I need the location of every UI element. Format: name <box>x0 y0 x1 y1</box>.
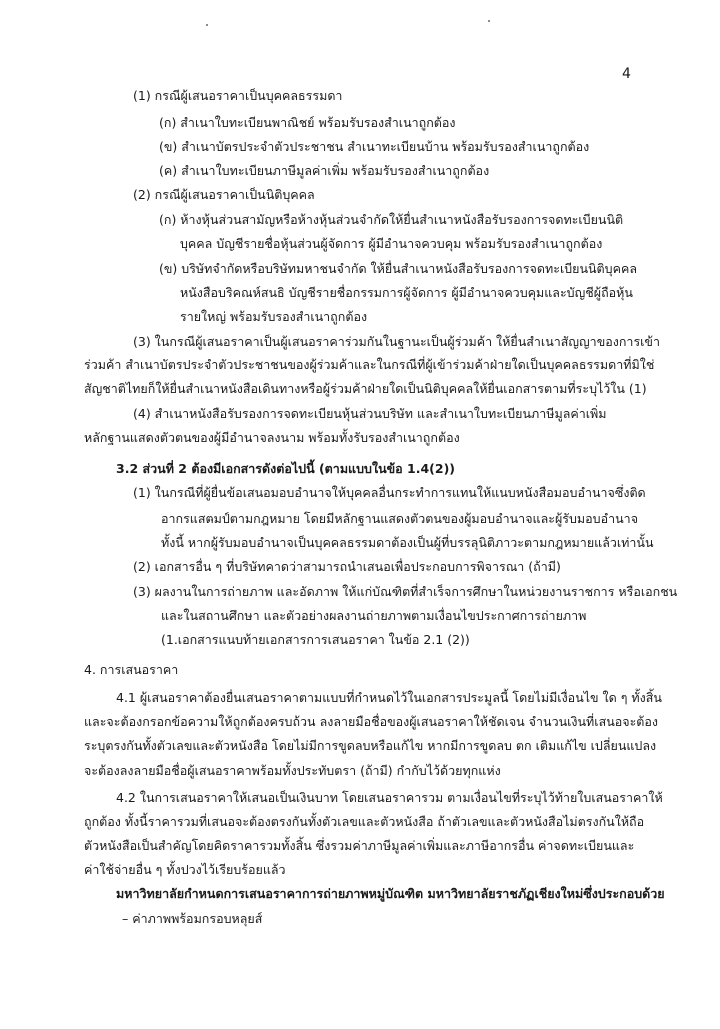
doc-line: (3) ในกรณีผู้เสนอราคาเป็นผู้เสนอราคาร่วมกันในฐานะเป็นผู้ร่วมค้า ให้ยื่นสำเนาสัญญาของการเข้า <box>133 334 660 349</box>
doc-line: ค่าใช้จ่ายอื่น ๆ ทั้งปวงไว้เรียบร้อยแล้ว <box>84 862 286 877</box>
doc-line: จะต้องลงลายมือชื่อผู้เสนอราคาพร้อมทั้งประทับตรา (ถ้ามี) กำกับไว้ด้วยทุกแห่ง <box>84 763 501 778</box>
doc-line: (2) เอกสารอื่น ๆ ที่บริษัทคาดว่าสามารถนำเสนอเพื่อประกอบการพิจารณา (ถ้ามี) <box>133 559 561 574</box>
doc-line: (ก) สำเนาใบทะเบียนพาณิชย์ พร้อมรับรองสำเนาถูกต้อง <box>159 115 456 130</box>
bullet-item: – ค่าภาพพร้อมกรอบหลุยส์ <box>122 911 263 926</box>
doc-line: ร่วมค้า สำเนาบัตรประจำตัวประชาชนของผู้ร่วมค้าและในกรณีที่ผู้เข้าร่วมค้าฝ่ายใดเป็นบุคคลธรรมดาที่มิใช่ <box>84 357 655 372</box>
doc-line: (4) สำเนาหนังสือรับรองการจดทะเบียนหุ้นส่วนบริษัท และสำเนาใบทะเบียนภาษีมูลค่าเพิ่ม <box>133 406 607 421</box>
doc-line: (ก) ห้างหุ้นส่วนสามัญหรือห้างหุ้นส่วนจำกัดให้ยื่นสำเนาหนังสือรับรองการจดทะเบียนนิติ <box>159 212 624 227</box>
doc-line: (ข) สำเนาบัตรประจำตัวประชาชน สำเนาทะเบียนบ้าน พร้อมรับรองสำเนาถูกต้อง <box>159 139 590 154</box>
doc-line: ทั้งนี้ หากผู้รับมอบอำนาจเป็นบุคคลธรรมดาต้องเป็นผู้ที่บรรลุนิติภาวะตามกฎหมายแล้วเท่านั้น <box>161 535 654 550</box>
doc-line: หนังสือบริคณห์สนธิ บัญชีรายชื่อกรรมการผู้จัดการ ผู้มีอำนาจควบคุมและบัญชีผู้ถือหุ้น <box>180 285 633 300</box>
doc-line: ตัวหนังสือเป็นสำคัญโดยคิดราคารวมทั้งสิ้น ซึ่งรวมค่าภาษีมูลค่าเพิ่มและภาษีอากรอื่น ค่าจดทะเบียนและ <box>84 838 635 853</box>
section-heading: 4. การเสนอราคา <box>84 662 179 677</box>
doc-line: (2) กรณีผู้เสนอราคาเป็นนิติบุคคล <box>133 187 315 202</box>
doc-line: บุคคล บัญชีรายชื่อหุ้นส่วนผู้จัดการ ผู้มีอำนาจควบคุม พร้อมรับรองสำเนาถูกต้อง <box>180 236 603 251</box>
bold-statement: มหาวิทยาลัยกำหนดการเสนอราคาการถ่ายภาพหมู่บัณฑิต มหาวิทยาลัยราชภัฏเชียงใหม่ซึ่งประกอบด้วย <box>116 886 665 901</box>
doc-line: รายใหญ่ พร้อมรับรองสำเนาถูกต้อง <box>180 309 368 324</box>
doc-line: (1.เอกสารแนบท้ายเอกสารการเสนอราคา ในข้อ 2.1 (2)) <box>161 632 470 647</box>
doc-line: สัญชาติไทยก็ให้ยื่นสำเนาหนังสือเดินทางหรือผู้ร่วมค้าฝ่ายใดเป็นนิติบุคคลให้ยื่นเอกสารตามที่ระบุไว้ใน (1) <box>84 381 647 396</box>
section-heading: 3.2 ส่วนที่ 2 ต้องมีเอกสารดังต่อไปนี้ (ตามแบบในข้อ 1.4(2)) <box>116 461 456 476</box>
page-number: 4 <box>622 66 631 82</box>
doc-line: และในสถานศึกษา และตัวอย่างผลงานถ่ายภาพตามเงื่อนไขประกาศการถ่ายภาพ <box>161 608 587 623</box>
doc-line: (ข) บริษัทจำกัดหรือบริษัทมหาชนจำกัด ให้ยื่นสำเนาหนังสือรับรองการจดทะเบียนนิติบุคคล <box>159 261 637 276</box>
doc-line: ระบุตรงกันทั้งตัวเลขและตัวหนังสือ โดยไม่มีการขูดลบหรือแก้ไข หากมีการขูดลบ ตก เติมแก้ไข เปลี่ยนแปลง <box>84 738 657 753</box>
doc-line: (ค) สำเนาใบทะเบียนภาษีมูลค่าเพิ่ม พร้อมรับรองสำเนาถูกต้อง <box>159 163 490 178</box>
doc-line: อากรแสตมป์ตามกฎหมาย โดยมีหลักฐานแสดงตัวตนของผู้มอบอำนาจและผู้รับมอบอำนาจ <box>161 511 639 526</box>
doc-line: 4.2 ในการเสนอราคาให้เสนอเป็นเงินบาท โดยเสนอราคารวม ตามเงื่อนไขที่ระบุไว้ท้ายใบเสนอราคาให้ <box>116 790 663 805</box>
scan-mark <box>488 20 490 22</box>
doc-line: และจะต้องกรอกข้อความให้ถูกต้องครบถ้วน ลงลายมือชื่อของผู้เสนอราคาให้ชัดเจน จำนวนเงินที่เสนอจะต้อง <box>84 714 659 729</box>
doc-line: (1) ในกรณีที่ผู้ยื่นข้อเสนอมอบอำนาจให้บุคคลอื่นกระทำการแทนให้แนบหนังสือมอบอำนาจซึ่งติด <box>133 485 646 500</box>
doc-line: (1) กรณีผู้เสนอราคาเป็นบุคคลธรรมดา <box>133 88 343 103</box>
doc-line: หลักฐานแสดงตัวตนของผู้มีอำนาจลงนาม พร้อมทั้งรับรองสำเนาถูกต้อง <box>84 430 460 445</box>
scan-mark <box>206 24 208 26</box>
doc-line: ถูกต้อง ทั้งนี้ราคารวมที่เสนอจะต้องตรงกันทั้งตัวเลขและตัวหนังสือ ถ้าตัวเลขและตัวหนังสือไม่ตรงกันให้ถือ <box>84 814 645 829</box>
doc-line: 4.1 ผู้เสนอราคาต้องยื่นเสนอราคาตามแบบที่กำหนดไว้ในเอกสารประมูลนี้ โดยไม่มีเงื่อนไข ใด ๆ ทั้งสิ้น <box>116 690 662 705</box>
doc-line: (3) ผลงานในการถ่ายภาพ และอัดภาพ ให้แก่บัณฑิตที่สำเร็จการศึกษาในหน่วยงานราชการ หรือเอกชน <box>133 584 678 599</box>
